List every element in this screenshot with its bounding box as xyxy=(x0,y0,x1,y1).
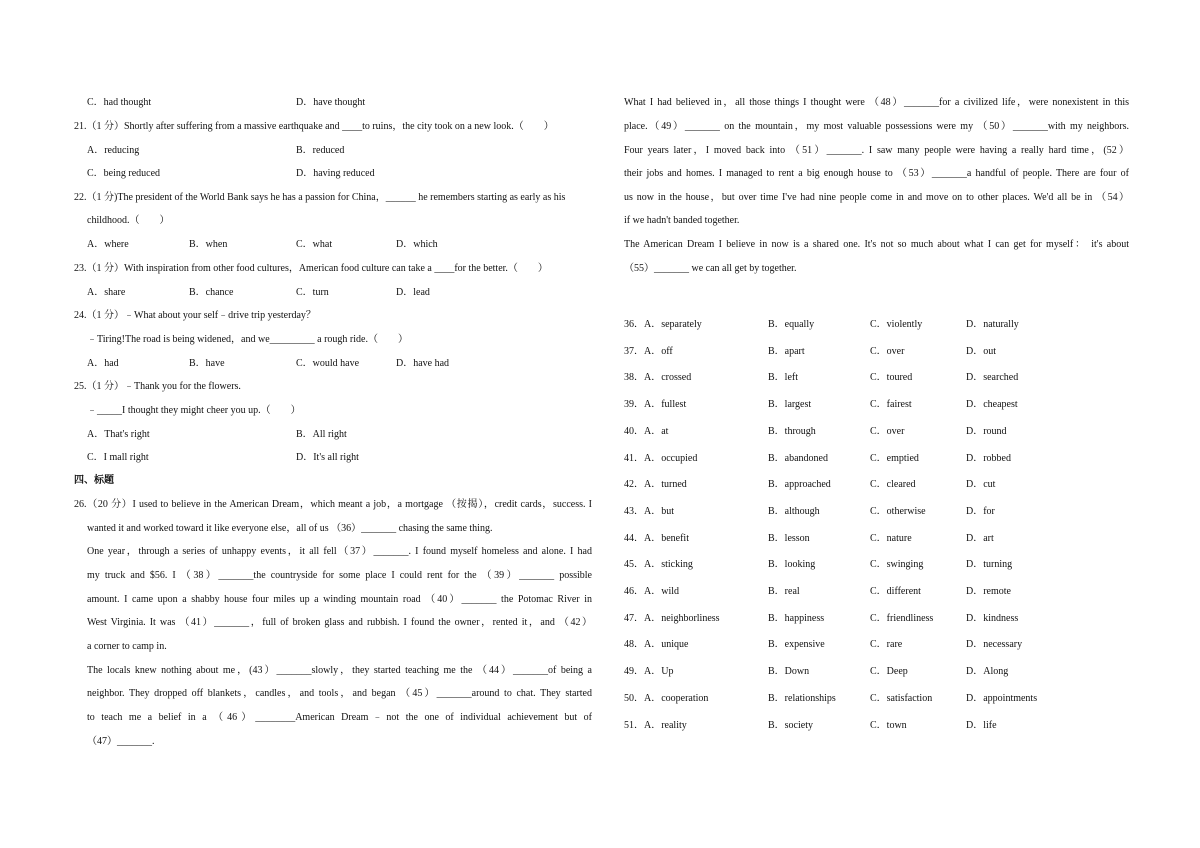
option-b: B．apart xyxy=(768,345,805,357)
option-d: D．art xyxy=(966,532,994,544)
option-b: B．although xyxy=(768,505,820,517)
option-a: 39．A．fullest xyxy=(624,399,687,411)
option-a: 44．A．benefit xyxy=(624,532,689,544)
q21-option-b: B．reduced xyxy=(296,145,345,156)
passage-line: The locals knew nothing about me，(43）_______slowly，they started teaching me the （44）_______of being a xyxy=(87,665,592,676)
passage-line: What I had believed in，all those things I thought were （48）_______for a civilized life，were nonexistent in this xyxy=(624,97,1129,108)
option-d: D．kindness xyxy=(966,612,1019,624)
option-c: C．different xyxy=(870,586,921,597)
q25-option-d: D．It's all right xyxy=(296,452,359,463)
q22-option-c: C．what xyxy=(296,239,333,250)
q21-stem: 21.（1 分）Shortly after suffering from a massive earthquake and ____to ruins，the city took on a new look.（ ） xyxy=(74,121,554,132)
option-a: 47．A．neighborliness xyxy=(624,612,720,624)
q21-option-a: A．reducing xyxy=(87,145,140,156)
option-a: 41．A．occupied xyxy=(624,452,698,464)
q20-option-d: D．have thought xyxy=(296,97,366,108)
q22-stem-line1: 22.（1 分)The president of the World Bank says he has a passion for China，______ he remembers starting as early as his xyxy=(74,192,566,203)
option-c: C．over xyxy=(870,425,905,437)
passage-line: amount. I came upon a shabby house four miles up a winding mountain road （40）_______ the Potomac River in xyxy=(87,594,592,605)
q24-stem-line2: ﹣Tiring!The road is being widened，and we_________ a rough ride.（ ） xyxy=(87,334,408,345)
option-c: C．violently xyxy=(870,319,923,330)
passage-line: The American Dream I believe in now is a shared one. It's not so much about what I can get for myself： it's about xyxy=(624,239,1129,250)
option-a: 36．A．separately xyxy=(624,319,702,330)
option-a: 46．A．wild xyxy=(624,586,679,597)
q23-option-d: D．lead xyxy=(396,287,430,298)
option-c: C．swinging xyxy=(870,559,924,571)
q23-stem: 23.（1 分）With inspiration from other food cultures，American food culture can take a ____for the better.（ ） xyxy=(74,263,548,274)
option-b: B．lesson xyxy=(768,532,810,544)
option-c: C．over xyxy=(870,345,905,357)
q24-option-a: A．had xyxy=(87,358,119,369)
option-b: B．looking xyxy=(768,559,816,571)
q25-stem-line2: ﹣_____I thought they might cheer you up.（ ） xyxy=(87,405,301,416)
option-d: D．naturally xyxy=(966,319,1019,330)
option-b: B．largest xyxy=(768,399,812,411)
option-d: D．necessary xyxy=(966,639,1023,651)
option-d: D．Along xyxy=(966,666,1009,678)
option-d: D．for xyxy=(966,505,995,517)
passage-line: a corner to camp in. xyxy=(87,641,167,652)
option-a: 51．A．reality xyxy=(624,719,687,731)
option-d: D．turning xyxy=(966,559,1013,571)
option-c: C．rare xyxy=(870,639,903,651)
option-b: B．happiness xyxy=(768,612,825,624)
q21-option-d: D．having reduced xyxy=(296,168,375,179)
passage-line: West Virginia. It was （41）_______，full of broken glass and rubbish. I found the owner，rented it，and （42） xyxy=(87,617,592,628)
passage-line: 26.（20 分）I used to believe in the American Dream，which meant a job，a mortgage （按揭），credit cards，success. I xyxy=(74,499,592,510)
q24-option-b: B．have xyxy=(189,358,225,369)
q25-stem-line1: 25.（1 分）﹣Thank you for the flowers. xyxy=(74,381,241,392)
option-b: B．society xyxy=(768,719,813,731)
option-a: 49．A．Up xyxy=(624,666,674,678)
q24-option-d: D．have had xyxy=(396,358,450,369)
option-b: B．approached xyxy=(768,479,831,491)
option-a: 38．A．crossed xyxy=(624,372,692,384)
option-d: D．out xyxy=(966,345,996,357)
q21-option-c: C．being reduced xyxy=(87,168,161,179)
q24-stem-line1: 24.（1 分）﹣What about your self﹣drive trip yesterday？ xyxy=(74,310,316,321)
passage-line: Four years later，I moved back into （51）_______. I saw many people were having a really hard time，(52） xyxy=(624,145,1129,156)
option-c: C．fairest xyxy=(870,399,912,411)
q25-option-c: C．I mall right xyxy=(87,452,149,463)
passage-line: wanted it and worked toward it like everyone else，all of us （36）_______ chasing the same thing. xyxy=(87,523,493,534)
option-c: C．satisfaction xyxy=(870,692,933,704)
q25-option-a: A．That's right xyxy=(87,429,150,440)
passage-line: my truck and $56. I （38）_______the countryside for some place I could rent for the （39）_______ possible xyxy=(87,570,592,581)
q24-option-c: C．would have xyxy=(296,358,360,369)
passage-line: （47）_______. xyxy=(87,736,155,747)
option-c: C．cleared xyxy=(870,479,916,491)
q22-stem-line2: childhood.（ ） xyxy=(87,215,170,226)
passage-line: us now in the house，but over time I've had nine people come in and move on to other places. We'd all be in （54） xyxy=(624,192,1129,203)
option-c: C．otherwise xyxy=(870,505,926,517)
option-c: C．Deep xyxy=(870,666,908,678)
option-a: 42．A．turned xyxy=(624,479,687,491)
option-d: D．life xyxy=(966,719,997,731)
option-a: 45．A．sticking xyxy=(624,559,693,571)
option-b: B．expensive xyxy=(768,639,825,651)
option-b: B．abandoned xyxy=(768,452,828,464)
option-a: 48．A．unique xyxy=(624,639,689,651)
q22-option-b: B．when xyxy=(189,239,228,250)
passage-line: One year，through a series of unhappy events，it all fell（37）_______. I found myself homeless and alone. I had xyxy=(87,546,592,557)
passage-line: place.（49）_______ on the mountain，my most valuable possessions were my （50）_______with my neighbors. xyxy=(624,121,1129,132)
option-d: D．appointments xyxy=(966,692,1038,704)
option-d: D．round xyxy=(966,425,1007,437)
q22-option-d: D．which xyxy=(396,239,438,250)
option-d: D．searched xyxy=(966,372,1019,384)
section-heading: 四、标题 xyxy=(74,475,114,486)
option-c: C．town xyxy=(870,719,907,731)
q20-option-c: C．had thought xyxy=(87,97,152,108)
passage-line: their jobs and homes. I managed to rent a big enough house to （53）_______a handful of people. There are four of xyxy=(624,168,1129,179)
option-b: B．real xyxy=(768,586,800,597)
option-c: C．friendliness xyxy=(870,612,934,624)
option-d: D．cut xyxy=(966,479,996,491)
option-a: 40．A．at xyxy=(624,425,669,437)
option-d: D．robbed xyxy=(966,452,1011,464)
option-b: B．through xyxy=(768,425,816,437)
option-b: B．left xyxy=(768,372,798,384)
option-b: B．relationships xyxy=(768,692,836,704)
q23-option-a: A．share xyxy=(87,287,126,298)
passage-line: neighbor. They dropped off blankets，candles，and tools，and began （45）_______around to chat. They started xyxy=(87,688,592,699)
q23-option-b: B．chance xyxy=(189,287,234,298)
option-c: C．toured xyxy=(870,372,913,384)
option-d: D．cheapest xyxy=(966,399,1018,411)
option-b: B．Down xyxy=(768,666,810,678)
passage-line: to teach me a belief in a （46）________American Dream﹣not the one of individual achievement but of xyxy=(87,712,592,723)
q25-option-b: B．All right xyxy=(296,429,347,440)
option-a: 50．A．cooperation xyxy=(624,692,709,704)
option-a: 43．A．but xyxy=(624,505,674,517)
passage-line: if we hadn't banded together. xyxy=(624,215,740,226)
option-b: B．equally xyxy=(768,319,815,330)
option-a: 37．A．off xyxy=(624,345,673,357)
option-c: C．emptied xyxy=(870,452,919,464)
option-d: D．remote xyxy=(966,586,1011,597)
q23-option-c: C．turn xyxy=(296,287,329,298)
passage-line: （55）_______ we can all get by together. xyxy=(624,263,797,274)
option-c: C．nature xyxy=(870,532,912,544)
q22-option-a: A．where xyxy=(87,239,129,250)
